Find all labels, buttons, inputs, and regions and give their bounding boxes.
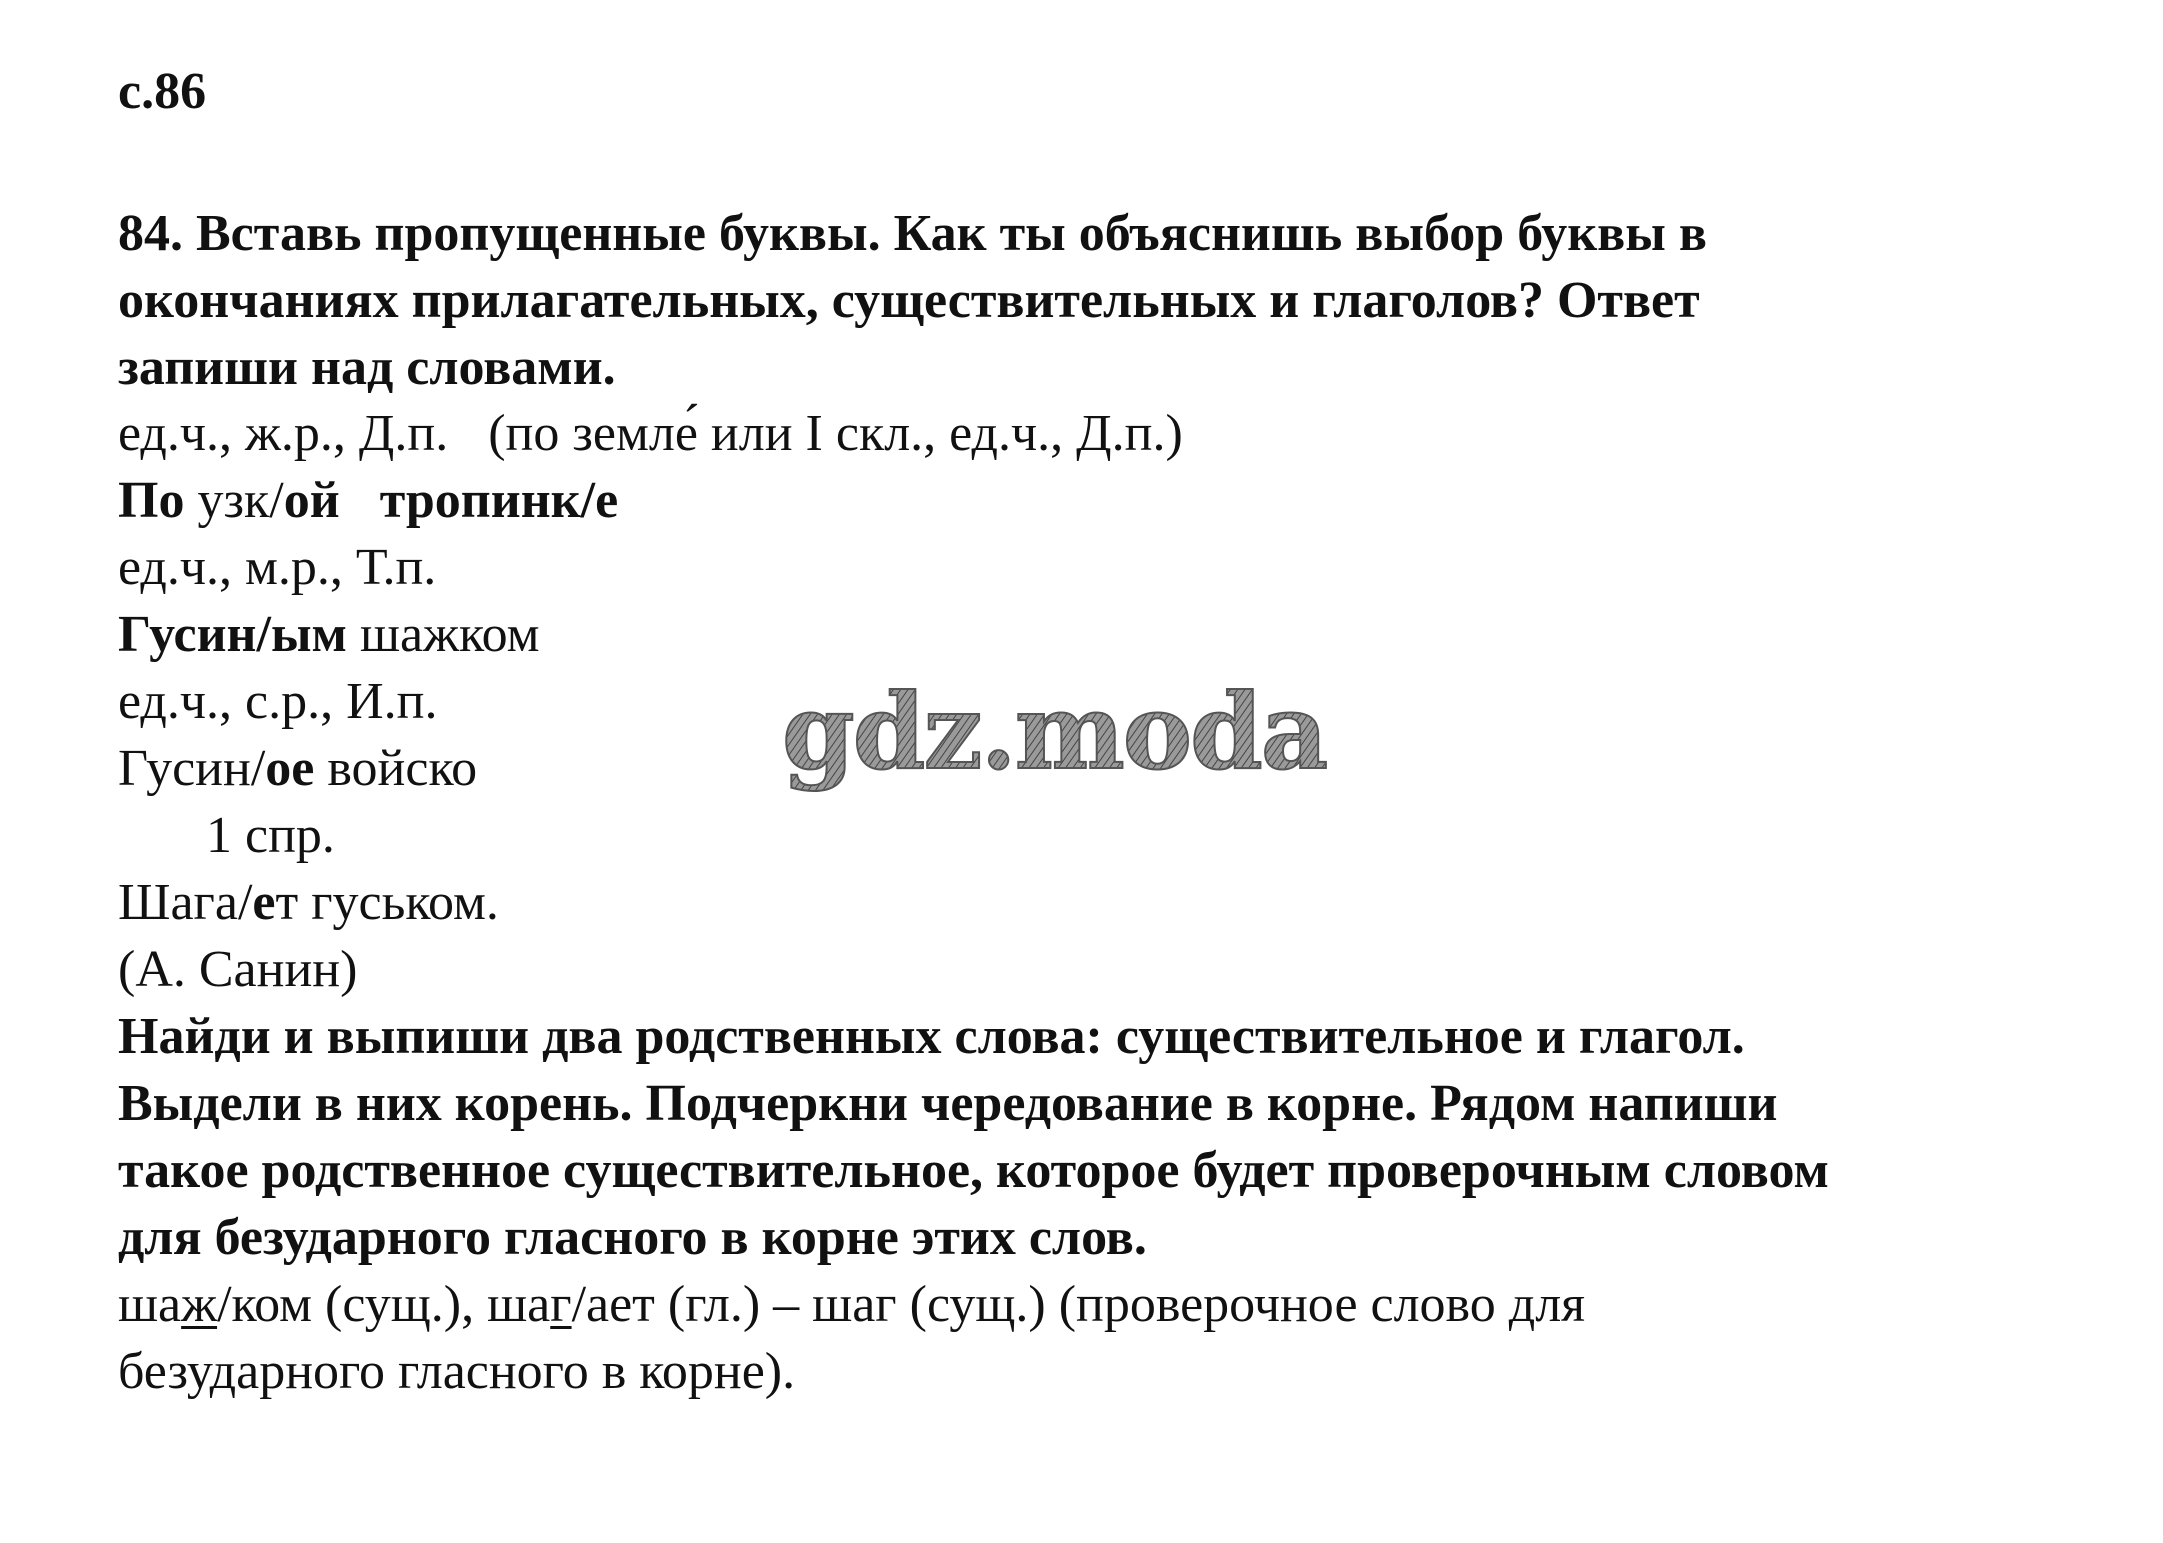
task-2-line-3: такое родственное существительное, которое будет проверочным словом xyxy=(118,1142,1829,1199)
grammar-note-1-extra: (по земле́ или I скл., ед.ч., Д.п.) xyxy=(488,405,1183,462)
answer-2-word-2-rest: /ает (гл.) – шаг (сущ.) (проверочное слово для xyxy=(571,1276,1586,1333)
phrase-4-verb-ending: е xyxy=(252,874,276,931)
answer-phrase-4 xyxy=(118,869,499,937)
phrase-3-adjective-ending: ое xyxy=(265,740,315,797)
answer-2-alternation-2: г xyxy=(550,1276,572,1333)
grammar-note-1 xyxy=(118,400,1183,468)
task-84-line-2: окончаниях прилагательных, существительных и глаголов? Ответ xyxy=(118,272,1700,329)
phrase-2-adjective: Гусин/ым xyxy=(118,606,347,663)
conjugation-note: 1 спр. xyxy=(206,807,335,864)
phrase-3-adjective-stem: Гусин/ xyxy=(118,740,266,797)
phrase-1-preposition: По xyxy=(118,472,185,529)
answer-phrase-3 xyxy=(118,735,477,803)
task-2-line-1: Найди и выпиши два родственных слова: существительное и глагол. xyxy=(118,1008,1745,1065)
phrase-1-noun: тропинк/е xyxy=(379,472,619,529)
phrase-1-adjective-ending: ой xyxy=(283,472,340,529)
answer-phrase-1 xyxy=(118,467,618,535)
grammar-note-3: ед.ч., с.р., И.п. xyxy=(118,673,438,730)
answer-2-alternation-1: ж xyxy=(181,1276,218,1333)
answer-2-word-1-start: ша xyxy=(118,1276,182,1333)
phrase-3-noun: войско xyxy=(314,740,478,797)
phrase-4-rest: т гуськом. xyxy=(275,874,499,931)
quote-author: (А. Санин) xyxy=(118,941,358,998)
task-2-line-2: Выдели в них корень. Подчеркни чередование в корне. Рядом напиши xyxy=(118,1075,1778,1132)
grammar-note-1-main: ед.ч., ж.р., Д.п. xyxy=(118,405,449,462)
phrase-4-verb-stem: Шага/ xyxy=(118,874,253,931)
grammar-note-2: ед.ч., м.р., Т.п. xyxy=(118,539,437,596)
answer-2-line-2: безударного гласного в корне). xyxy=(118,1343,796,1400)
answer-2-line-1 xyxy=(118,1271,1585,1339)
task-84-line-1: 84. Вставь пропущенные буквы. Как ты объяснишь выбор буквы в xyxy=(118,205,1707,262)
task-84-line-3: запиши над словами. xyxy=(118,339,616,396)
page-number: с.86 xyxy=(118,63,207,120)
phrase-2-noun: шажком xyxy=(346,606,540,663)
watermark-logo xyxy=(776,668,1396,808)
answer-2-word-1-rest: /ком (сущ.), ша xyxy=(217,1276,551,1333)
answer-phrase-2 xyxy=(118,601,540,669)
watermark-text: gdz.moda xyxy=(782,670,1327,793)
phrase-1-adjective-stem: узк/ xyxy=(184,472,284,529)
task-2-line-4: для безударного гласного в корне этих слов. xyxy=(118,1209,1147,1266)
